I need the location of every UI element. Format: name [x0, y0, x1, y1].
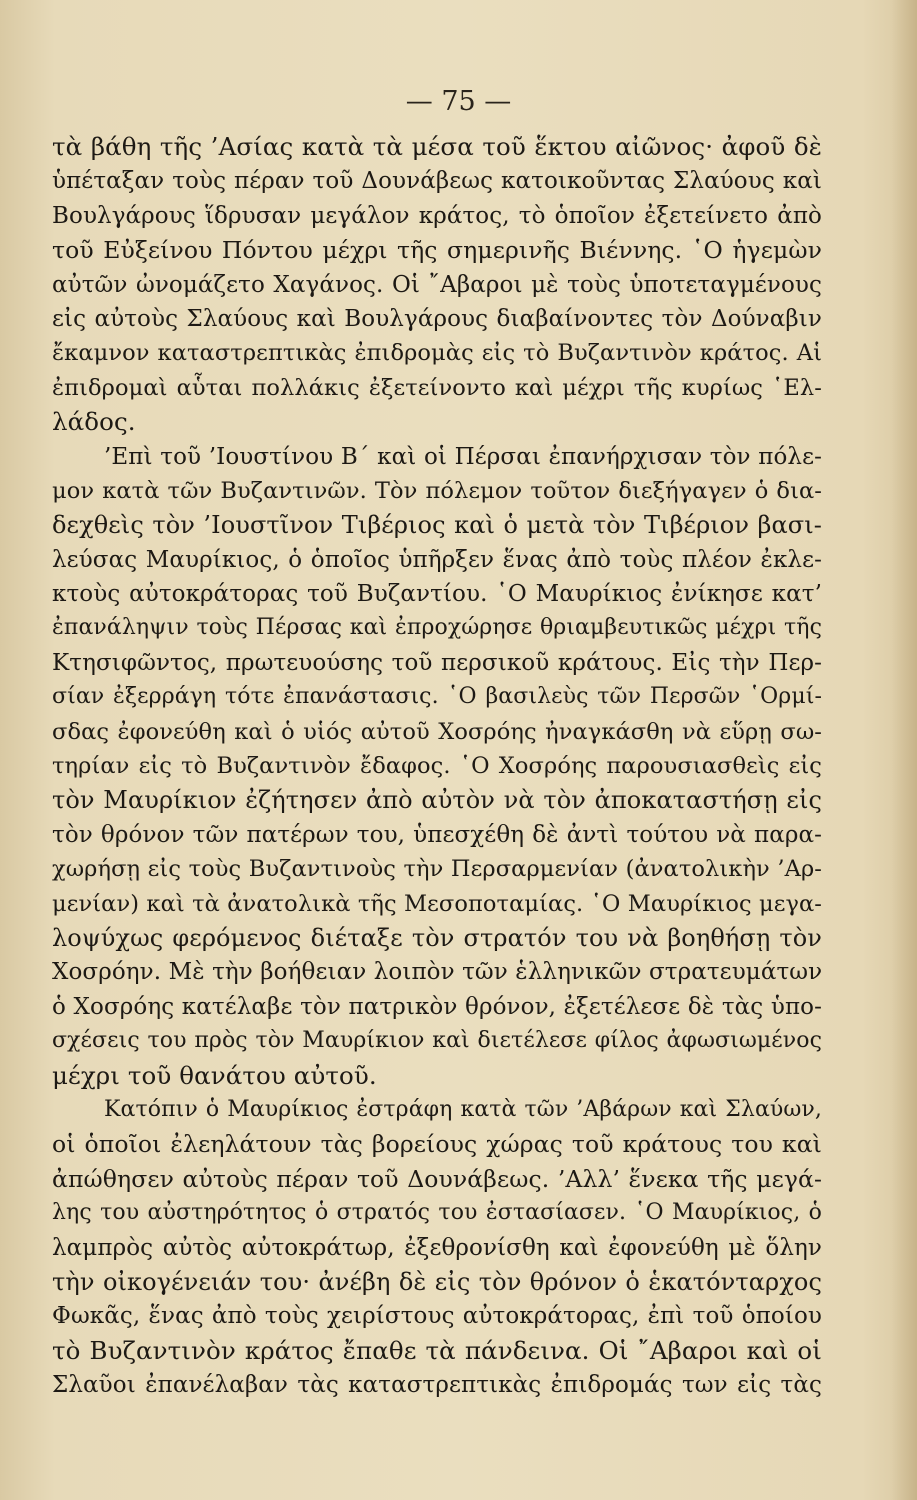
text-line: τὰ βάθη τῆς ’Ασίας κατὰ τὰ μέσα τοῦ ἕκτου αἰῶνος· ἀφοῦ δὲ	[52, 132, 822, 161]
text-line: ἀπώθησεν αὐτοὺς πέραν τοῦ Δουνάβεως. ’Αλλ’ ἕνεκα τῆς μεγά-	[52, 1164, 822, 1193]
text-line: χωρήσῃ εἰς τοὺς Βυζαντινοὺς τὴν Περσαρμενίαν (ἀνατολικὴν ’Αρ-	[52, 856, 822, 883]
text-line: λεύσας Μαυρίκιος, ὁ ὁποῖος ὑπῆρξεν ἕνας ἀπὸ τοὺς πλέον ἐκλε-	[52, 546, 822, 573]
text-line: μέχρι τοῦ θανάτου αὐτοῦ.	[52, 1060, 377, 1090]
text-line: Κατόπιν ὁ Μαυρίκιος ἐστράφη κατὰ τῶν ’Αβάρων καὶ Σλαύων,	[104, 1096, 822, 1122]
text-line: δεχθεὶς τὸν ’Ιουστῖνον Τιβέριος καὶ ὁ μετὰ τὸν Τιβέριον βασι-	[52, 511, 822, 540]
text-line: οἱ ὁποῖοι ἐλεηλάτουν τὰς βορείους χώρας τοῦ κράτους του καὶ	[52, 1130, 822, 1159]
text-line: μον κατὰ τῶν Βυζαντινῶν. Τὸν πόλεμον τοῦτον διεξήγαγεν ὁ δια-	[52, 477, 822, 504]
text-line: τὸν θρόνον τῶν πατέρων του, ὑπεσχέθη δὲ ἀντὶ τούτου νὰ παρα-	[52, 821, 822, 848]
text-line: Φωκᾶς, ἕνας ἀπὸ τοὺς χειρίστους αὐτοκράτορας, ἐπὶ τοῦ ὁποίου	[52, 1303, 822, 1330]
text-line: σχέσεις του πρὸς τὸν Μαυρίκιον καὶ διετέλεσε φίλος ἀφωσιωμένος	[52, 1028, 822, 1054]
text-line: τὸν Μαυρίκιον ἐζήτησεν ἀπὸ αὐτὸν νὰ τὸν ἀποκαταστήσῃ εἰς	[52, 786, 822, 815]
text-line: σδας ἐφονεύθη καὶ ὁ υἱός αὐτοῦ Χοσρόης ἠναγκάσθη νὰ εὕρῃ σω-	[52, 718, 822, 745]
text-line: ἐπανάληψιν τοὺς Πέρσας καὶ ἐπροχώρησε θριαμβευτικῶς μέχρι τῆς	[52, 615, 822, 641]
text-line: μενίαν) καὶ τὰ ἀνατολικὰ τῆς Μεσοποταμίας. ῾Ο Μαυρίκιος μεγα-	[52, 890, 822, 917]
text-line: Κτησιφῶντος, πρωτευούσης τοῦ περσικοῦ κράτους. Εἰς τὴν Περ-	[52, 649, 822, 676]
text-line: λάδος.	[52, 407, 136, 437]
text-line: ’Επὶ τοῦ ’Ιουστίνου Β΄ καὶ οἱ Πέρσαι ἐπανήρχισαν τὸν πόλε-	[104, 443, 822, 470]
text-line: ὑπέταξαν τοὺς πέραν τοῦ Δουνάβεως κατοικοῦντας Σλαύους καὶ	[52, 168, 822, 195]
text-line: Σλαῦοι ἐπανέλαβαν τὰς καταστρεπτικὰς ἐπιδρομάς των εἰς τὰς	[52, 1372, 822, 1399]
text-line: εἰς αὐτοὺς Σλαύους καὶ Βουλγάρους διαβαίνοντες τὸν Δούναβιν	[52, 305, 822, 332]
text-line: τοῦ Εὐξείνου Πόντου μέχρι τῆς σημερινῆς Βιέννης. ῾Ο ἡγεμὼν	[52, 236, 822, 265]
text-line: ἔκαμνον καταστρεπτικὰς ἐπιδρομὰς εἰς τὸ Βυζαντινὸν κράτος. Αἱ	[52, 340, 822, 367]
text-line: τὴν οἰκογένειάν του· ἀνέβη δὲ εἰς τὸν θρόνον ὁ ἑκατόνταρχος	[52, 1267, 822, 1296]
body-text	[52, 130, 822, 1402]
text-line: λης του αὐστηρότητος ὁ στρατός του ἐστασίασεν. ῾Ο Μαυρίκιος, ὁ	[52, 1200, 822, 1226]
text-line: τὸ Βυζαντινὸν κράτος ἔπαθε τὰ πάνδεινα. Οἱ ῎Αβαροι καὶ οἱ	[52, 1335, 822, 1365]
text-line: λοψύχως φερόμενος διέταξε τὸν στρατόν του νὰ βοηθήσῃ τὸν	[52, 923, 822, 952]
text-line: λαμπρὸς αὐτὸς αὐτοκράτωρ, ἐξεθρονίσθη καὶ ἐφονεύθη μὲ ὅλην	[52, 1234, 822, 1261]
text-line: σίαν ἐξερράγη τότε ἐπανάστασις. ῾Ο βασιλεὺς τῶν Περσῶν ῾Ορμί-	[52, 684, 822, 710]
text-line: ὁ Χοσρόης κατέλαβε τὸν πατρικὸν θρόνον, ἐξετέλεσε δὲ τὰς ὑπο-	[52, 993, 822, 1020]
text-line: αὐτῶν ὠνομάζετο Χαγάνος. Οἱ ῎Αβαροι μὲ τοὺς ὑποτεταγμένους	[52, 271, 822, 298]
page-number: — 75 —	[405, 86, 512, 117]
text-line: Βουλγάρους ἵδρυσαν μεγάλον κράτος, τὸ ὁποῖον ἐξετείνετο ἀπὸ	[52, 202, 822, 229]
text-line: κτοὺς αὐτοκράτορας τοῦ Βυζαντίου. ῾Ο Μαυρίκιος ἐνίκησε κατ’	[52, 581, 822, 608]
text-line: τηρίαν εἰς τὸ Βυζαντινὸν ἔδαφος. ῾Ο Χοσρόης παρουσιασθεὶς εἰς	[52, 753, 822, 780]
text-line: Χοσρόην. Μὲ τὴν βοήθειαν λοιπὸν τῶν ἑλληνικῶν στρατευμάτων	[52, 959, 823, 986]
text-line: ἐπιδρομαὶ αὗται πολλάκις ἐξετείνοντο καὶ μέχρι τῆς κυρίως ῾Ελ-	[52, 374, 822, 401]
binding-shadow	[891, 0, 917, 1500]
